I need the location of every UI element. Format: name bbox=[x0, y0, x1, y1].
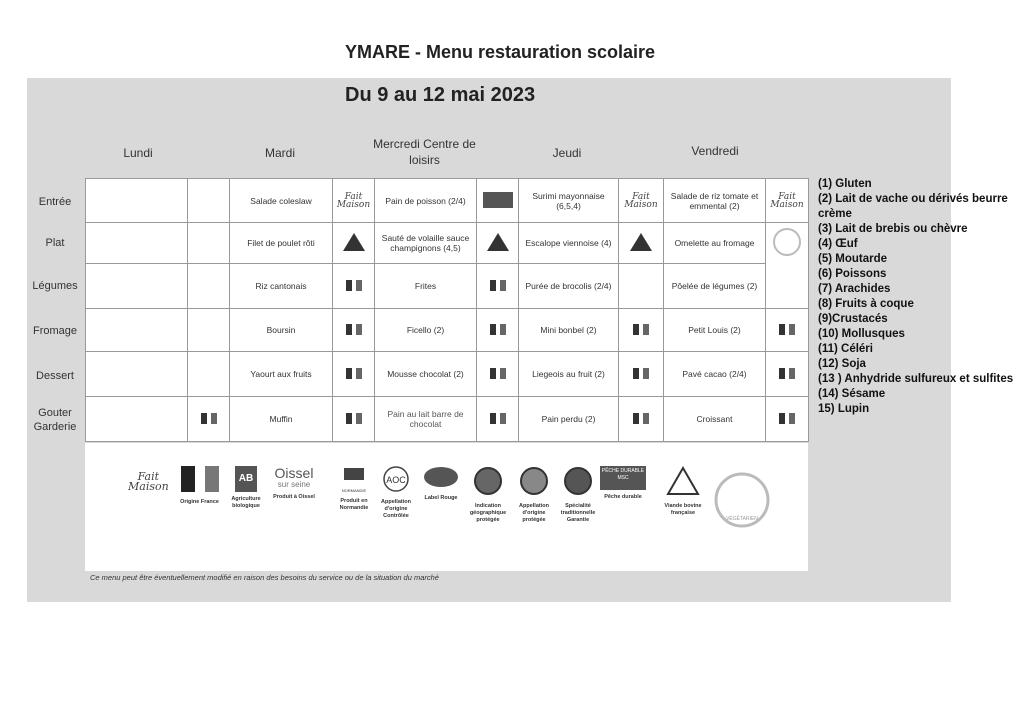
legend-stg: Spécialité traditionnelle Garantie bbox=[556, 466, 600, 524]
legend-igp: Indication géographique protégée bbox=[466, 466, 510, 524]
legend-vegetarien bbox=[712, 472, 772, 531]
day-header-mercredi: Mercredi Centre de loisirs bbox=[373, 137, 476, 167]
legend-vbf: Viande bovine française bbox=[660, 466, 706, 517]
vendredi-legumes: Pôelée de légumes (2) bbox=[664, 264, 766, 309]
svg-text:AOC: AOC bbox=[386, 475, 406, 485]
allergen-item: (8) Fruits à coque bbox=[818, 298, 914, 310]
vendredi-entree-label bbox=[766, 179, 809, 223]
allergen-item: (6) Poissons bbox=[818, 268, 887, 280]
jeudi-fromage: Mini bonbel (2) bbox=[519, 309, 619, 352]
legend-oissel: Oissel sur seine Produit à Oissel bbox=[268, 466, 320, 501]
legend-msc: PÊCHE DURABLE MSC Pêche durable bbox=[601, 468, 645, 500]
jeudi-entree: Surimi mayonnaise (6,5,4) bbox=[519, 179, 619, 223]
mercredi-fromage-label bbox=[477, 309, 519, 352]
vendredi-gouter-label bbox=[766, 397, 809, 442]
vegetarien-logo bbox=[714, 472, 770, 528]
legend-origine-france: Origine France bbox=[172, 466, 227, 506]
origine-france-flag bbox=[490, 368, 506, 379]
mercredi-legumes-label bbox=[477, 264, 519, 309]
volaille-francaise-logo bbox=[629, 232, 653, 252]
jeudi-plat: Escalope viennoise (4) bbox=[519, 223, 619, 264]
mardi-fromage: Boursin bbox=[230, 309, 333, 352]
origine-france-flag bbox=[633, 413, 649, 424]
legend-fait-maison bbox=[128, 470, 169, 493]
row-label-gouter: Gouter Garderie bbox=[33, 407, 77, 433]
origine-france-flag bbox=[633, 368, 649, 379]
allergen-item: (10) Mollusques bbox=[818, 328, 905, 340]
origine-france-flag bbox=[490, 324, 506, 335]
page-title: YMARE - Menu restauration scolaire bbox=[344, 42, 656, 62]
legend-aop: Appellation d'origine protégée bbox=[512, 466, 556, 524]
allergen-item: (5) Moutarde bbox=[818, 253, 887, 265]
allergen-item: (9)Crustacés bbox=[818, 313, 888, 325]
allergen-item: (7) Arachides bbox=[818, 283, 891, 295]
jeudi-gouter: Pain perdu (2) bbox=[519, 397, 619, 442]
origine-france-flag bbox=[346, 413, 362, 424]
table-row bbox=[86, 309, 809, 352]
vendredi-fromage-label bbox=[766, 309, 809, 352]
day-header-mardi: Mardi bbox=[264, 146, 295, 160]
vendredi-gouter: Croissant bbox=[664, 397, 766, 442]
allergen-item: (11) Céléri bbox=[818, 343, 873, 355]
msc-logo: PÊCHE DURABLE MSC bbox=[600, 466, 646, 490]
table-row bbox=[86, 352, 809, 397]
allergen-item: 15) Lupin bbox=[818, 403, 870, 415]
legend-normandie: NORMANDIE Produit en Normandie bbox=[334, 466, 374, 512]
stg-logo bbox=[563, 466, 593, 496]
legend-aoc: AOC Appellation d'origine Contrôlée bbox=[376, 466, 416, 520]
origine-france-flag bbox=[490, 280, 506, 291]
menu-table bbox=[85, 178, 809, 442]
fait-maison-logo: Fait Maison bbox=[624, 191, 658, 210]
lundi-dessert-label bbox=[188, 352, 230, 397]
legend-ab: AB Agriculture biologique bbox=[228, 466, 264, 510]
row-label-fromage: Fromage bbox=[32, 325, 78, 337]
origine-france-flag bbox=[490, 413, 506, 424]
mardi-gouter-label bbox=[333, 397, 375, 442]
lundi-dessert bbox=[86, 352, 188, 397]
mercredi-plat: Sauté de volaille sauce champignons (4,5) bbox=[375, 223, 477, 264]
allergen-list bbox=[818, 177, 1018, 417]
row-label-legumes: Légumes bbox=[32, 280, 78, 292]
aoc-logo bbox=[381, 466, 411, 492]
origine-france-flag bbox=[633, 324, 649, 335]
allergen-item: (13 ) Anhydride sulfureux et sulfites bbox=[818, 373, 1014, 385]
origine-france-flag bbox=[346, 324, 362, 335]
row-label-dessert: Dessert bbox=[36, 370, 74, 382]
jeudi-plat-label bbox=[619, 223, 664, 264]
origine-france-flag bbox=[779, 413, 795, 424]
volaille-francaise-logo bbox=[486, 232, 510, 252]
flag-stripe-icon bbox=[205, 466, 219, 492]
mardi-plat: Filet de poulet rôti bbox=[230, 223, 333, 264]
allergen-item: (4) Œuf bbox=[818, 238, 858, 250]
mercredi-dessert: Mousse chocolat (2) bbox=[375, 352, 477, 397]
fait-maison-logo: Fait Maison bbox=[770, 191, 804, 210]
lundi-gouter-label bbox=[188, 397, 230, 442]
jeudi-legumes: Purée de brocolis (2/4) bbox=[519, 264, 619, 309]
lundi-legumes-label bbox=[188, 264, 230, 309]
allergen-item: (12) Soja bbox=[818, 358, 866, 370]
vendredi-dessert: Pavé cacao (2/4) bbox=[664, 352, 766, 397]
jeudi-dessert: Liegeois au fruit (2) bbox=[519, 352, 619, 397]
day-header-jeudi: Jeudi bbox=[552, 146, 582, 160]
vegetarien-logo bbox=[772, 227, 802, 257]
mardi-dessert: Yaourt aux fruits bbox=[230, 352, 333, 397]
table-row bbox=[86, 179, 809, 223]
origine-france-flag bbox=[201, 413, 217, 424]
jeudi-gouter-label bbox=[619, 397, 664, 442]
msc-logo bbox=[483, 192, 513, 208]
origine-france-flag bbox=[346, 368, 362, 379]
lundi-gouter bbox=[86, 397, 188, 442]
table-row bbox=[86, 223, 809, 264]
vendredi-entree: Salade de riz tomate et emmental (2) bbox=[664, 179, 766, 223]
igp-logo bbox=[473, 466, 503, 496]
mercredi-entree-label bbox=[477, 179, 519, 223]
lundi-entree bbox=[86, 179, 188, 223]
table-row bbox=[86, 397, 809, 442]
vendredi-dessert-label bbox=[766, 352, 809, 397]
aop-logo bbox=[519, 466, 549, 496]
legend-label-rouge: Label Rouge bbox=[420, 466, 462, 502]
vendredi-plat-label bbox=[766, 223, 809, 264]
allergen-item: (2) Lait de vache ou dérivés beurre crème bbox=[818, 193, 1008, 220]
jeudi-dessert-label bbox=[619, 352, 664, 397]
mardi-plat-label bbox=[333, 223, 375, 264]
day-header-vendredi: Vendredi bbox=[691, 144, 739, 158]
mardi-legumes: Riz cantonais bbox=[230, 264, 333, 309]
label-rouge-logo bbox=[422, 466, 460, 488]
fait-maison-logo: Fait Maison bbox=[128, 470, 169, 493]
origine-france-flag bbox=[779, 324, 795, 335]
disclaimer: Ce menu peut être éventuellement modifié en raison des besoins du service ou de la situation du marché bbox=[90, 573, 439, 582]
origine-france-flag bbox=[779, 368, 795, 379]
svg-text:VÉGÉTARIEN: VÉGÉTARIEN bbox=[726, 516, 758, 522]
mercredi-plat-label bbox=[477, 223, 519, 264]
allergen-item: (1) Gluten bbox=[818, 178, 872, 190]
lundi-plat bbox=[86, 223, 188, 264]
lundi-fromage-label bbox=[188, 309, 230, 352]
jeudi-fromage-label bbox=[619, 309, 664, 352]
allergen-item: (3) Lait de brebis ou chèvre bbox=[818, 223, 968, 235]
mardi-entree: Salade coleslaw bbox=[230, 179, 333, 223]
mardi-fromage-label bbox=[333, 309, 375, 352]
day-header-lundi: Lundi bbox=[123, 146, 153, 160]
origine-france-flag bbox=[346, 280, 362, 291]
volaille-francaise-logo bbox=[342, 232, 366, 252]
mercredi-gouter-label bbox=[477, 397, 519, 442]
table-row bbox=[86, 264, 809, 309]
lundi-legumes bbox=[86, 264, 188, 309]
mercredi-legumes: Frites bbox=[375, 264, 477, 309]
mardi-dessert-label bbox=[333, 352, 375, 397]
oissel-logo: Oissel bbox=[274, 465, 314, 481]
ab-logo: AB bbox=[235, 466, 257, 492]
lundi-entree-label bbox=[188, 179, 230, 223]
allergen-item: (14) Sésame bbox=[818, 388, 886, 400]
vbf-logo bbox=[666, 466, 700, 496]
jeudi-legumes-label bbox=[619, 264, 664, 309]
row-label-plat: Plat bbox=[45, 237, 65, 249]
vendredi-fromage: Petit Louis (2) bbox=[664, 309, 766, 352]
row-label-entree: Entrée bbox=[38, 196, 72, 208]
lundi-plat-label bbox=[188, 223, 230, 264]
mardi-legumes-label bbox=[333, 264, 375, 309]
mercredi-entree: Pain de poisson (2/4) bbox=[375, 179, 477, 223]
date-range: Du 9 au 12 mai 2023 bbox=[345, 84, 536, 106]
fait-maison-logo: Fait Maison bbox=[336, 191, 371, 210]
mercredi-fromage: Ficello (2) bbox=[375, 309, 477, 352]
vendredi-legumes-label bbox=[766, 264, 809, 309]
mardi-gouter: Muffin bbox=[230, 397, 333, 442]
normandie-logo bbox=[341, 466, 367, 484]
vendredi-plat: Omelette au fromage bbox=[664, 223, 766, 264]
mercredi-gouter: Pain au lait barre de chocolat bbox=[375, 397, 477, 442]
mercredi-dessert-label bbox=[477, 352, 519, 397]
flag-stripe-icon bbox=[181, 466, 195, 492]
jeudi-entree-label bbox=[619, 179, 664, 223]
mardi-entree-label bbox=[333, 179, 375, 223]
lundi-fromage bbox=[86, 309, 188, 352]
